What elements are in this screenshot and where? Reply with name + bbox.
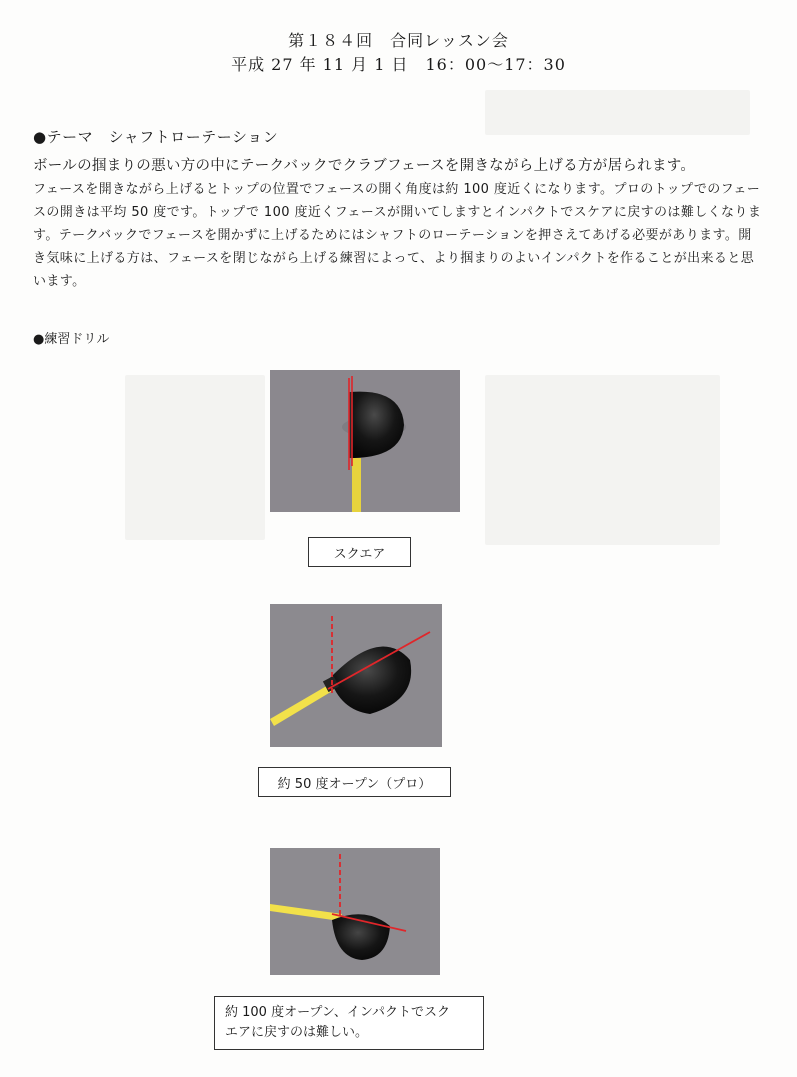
bleed-through-mark: [485, 375, 720, 545]
club-head-open-50-photo: [270, 604, 442, 747]
drill-heading: ●練習ドリル: [33, 332, 110, 347]
lesson-date: 平成 27 年 11 月 1 日 16：00～17：30: [231, 55, 566, 74]
figure-caption-square: スクエア: [308, 537, 411, 567]
figure-caption-open-100: [214, 996, 484, 1050]
bleed-through-mark: [125, 375, 265, 540]
caption-line-2: エアに戻すのは難しい。: [225, 1025, 369, 1040]
club-head-square-photo: [270, 370, 460, 512]
figure-caption-open-50: 約 50 度オープン（プロ）: [258, 767, 451, 797]
theme-heading: ●テーマ シャフトローテーション: [33, 128, 279, 146]
bleed-through-mark: [485, 90, 750, 135]
page-title: 第１８４回 合同レッスン会: [288, 31, 509, 50]
club-head-open-100-photo: [270, 848, 440, 975]
theme-lead-text: ボールの掴まりの悪い方の中にテークバックでクラブフェースを開きながら上げる方が居られます。: [33, 158, 696, 174]
caption-line-1: 約 100 度オープン、インパクトでスク: [225, 1005, 450, 1020]
theme-paragraph: フェースを開きながら上げるとトップの位置でフェースの開く角度は約 100 度近くになります。プロのトップでのフェースの開きは平均 50 度です。トップで 100 度近くフェースが開いてしますとインパクトでスケアに戻すのは難しくなります。テークバックでフェースを開かずに上げるためにはシャフトのローテーションを押さえてあげる必要があります。開き気味に上げる方は、フェースを閉じながら上げる練習によって、より掴まりのよいインパクトを作ることが出来ると思います。: [33, 182, 762, 289]
